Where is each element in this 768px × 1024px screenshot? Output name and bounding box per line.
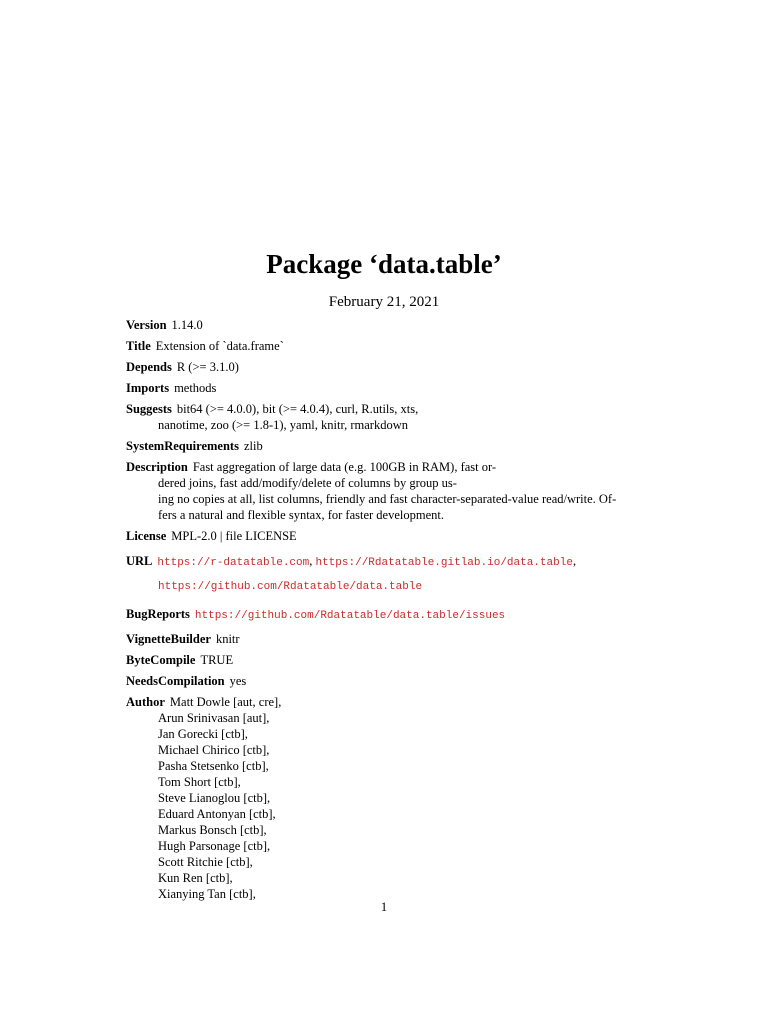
field-key: SystemRequirements <box>126 439 239 453</box>
field-author <box>126 694 646 902</box>
field-key: URL <box>126 554 153 568</box>
url-separator: , <box>309 554 313 568</box>
author-entry: Kun Ren [ctb], <box>158 871 233 885</box>
field-key: BugReports <box>126 607 190 621</box>
field-value: methods <box>174 381 217 395</box>
description-fields <box>126 317 646 902</box>
field-key: Imports <box>126 381 170 395</box>
field-key: Author <box>126 695 165 709</box>
field-bug-reports <box>126 602 646 626</box>
field-value: TRUE <box>200 653 234 667</box>
field-needs-compilation <box>126 673 646 689</box>
author-entry: Scott Ritchie [ctb], <box>158 855 253 869</box>
field-byte-compile <box>126 652 646 668</box>
field-vignette-builder <box>126 631 646 647</box>
field-value-continuation: ing no copies at all, list columns, friendly and fast character-separated-value read/write. Of- <box>158 492 617 506</box>
field-version <box>126 317 646 333</box>
field-key: VignetteBuilder <box>126 632 211 646</box>
field-value-continuation: fers a natural and flexible syntax, for faster development. <box>158 508 444 522</box>
author-entry: Xianying Tan [ctb], <box>158 887 256 901</box>
field-value: R (>= 3.1.0) <box>176 360 239 374</box>
field-depends <box>126 359 646 375</box>
url-separator: , <box>572 554 577 568</box>
field-value: knitr <box>215 632 240 646</box>
package-date: February 21, 2021 <box>328 294 440 310</box>
field-value: yes <box>229 674 247 688</box>
url-link-gitlab[interactable]: https://Rdatatable.gitlab.io/data.table <box>315 557 573 569</box>
page-number: 1 <box>380 900 388 914</box>
field-value: MPL-2.0 | file LICENSE <box>171 529 297 543</box>
field-value: Fast aggregation of large data (e.g. 100GB in RAM), fast or- <box>192 460 497 474</box>
author-entry: Steve Lianoglou [ctb], <box>158 791 271 805</box>
field-description <box>126 459 646 523</box>
author-entry: Arun Srinivasan [aut], <box>158 711 270 725</box>
field-key: License <box>126 529 167 543</box>
field-imports <box>126 380 646 396</box>
url-link-github[interactable]: https://github.com/Rdatatable/data.table <box>158 581 423 593</box>
author-entry: Hugh Parsonage [ctb], <box>158 839 271 853</box>
field-value: 1.14.0 <box>171 318 203 332</box>
field-key: Version <box>126 318 167 332</box>
author-entry: Tom Short [ctb], <box>158 775 241 789</box>
field-key: NeedsCompilation <box>126 674 225 688</box>
author-entry: Pasha Stetsenko [ctb], <box>158 759 269 773</box>
field-license <box>126 528 646 544</box>
field-key: Suggests <box>126 402 172 416</box>
field-system-requirements <box>126 438 646 454</box>
field-title <box>126 338 646 354</box>
author-entry: Eduard Antonyan [ctb], <box>158 807 276 821</box>
author-entry: Markus Bonsch [ctb], <box>158 823 267 837</box>
field-value-continuation: nanotime, zoo (>= 1.8-1), yaml, knitr, rmarkdown <box>158 418 408 432</box>
field-value-continuation: dered joins, fast add/modify/delete of columns by group us- <box>158 476 457 490</box>
field-key: ByteCompile <box>126 653 196 667</box>
field-key: Depends <box>126 360 172 374</box>
field-value: zlib <box>243 439 263 453</box>
field-key: Title <box>126 339 151 353</box>
field-value: bit64 (>= 4.0.0), bit (>= 4.0.4), curl, R.utils, xts, <box>176 402 419 416</box>
author-entry: Matt Dowle [aut, cre], <box>169 695 282 709</box>
bug-reports-link[interactable]: https://github.com/Rdatatable/data.table/issues <box>194 610 506 622</box>
field-url <box>126 549 646 597</box>
field-value: Extension of `data.frame` <box>155 339 284 353</box>
field-suggests <box>126 401 646 433</box>
field-key: Description <box>126 460 188 474</box>
author-entry: Michael Chirico [ctb], <box>158 743 270 757</box>
url-link-r-datatable[interactable]: https://r-datatable.com <box>157 557 310 569</box>
author-entry: Jan Gorecki [ctb], <box>158 727 248 741</box>
package-title: Package ‘data.table’ <box>266 249 502 279</box>
